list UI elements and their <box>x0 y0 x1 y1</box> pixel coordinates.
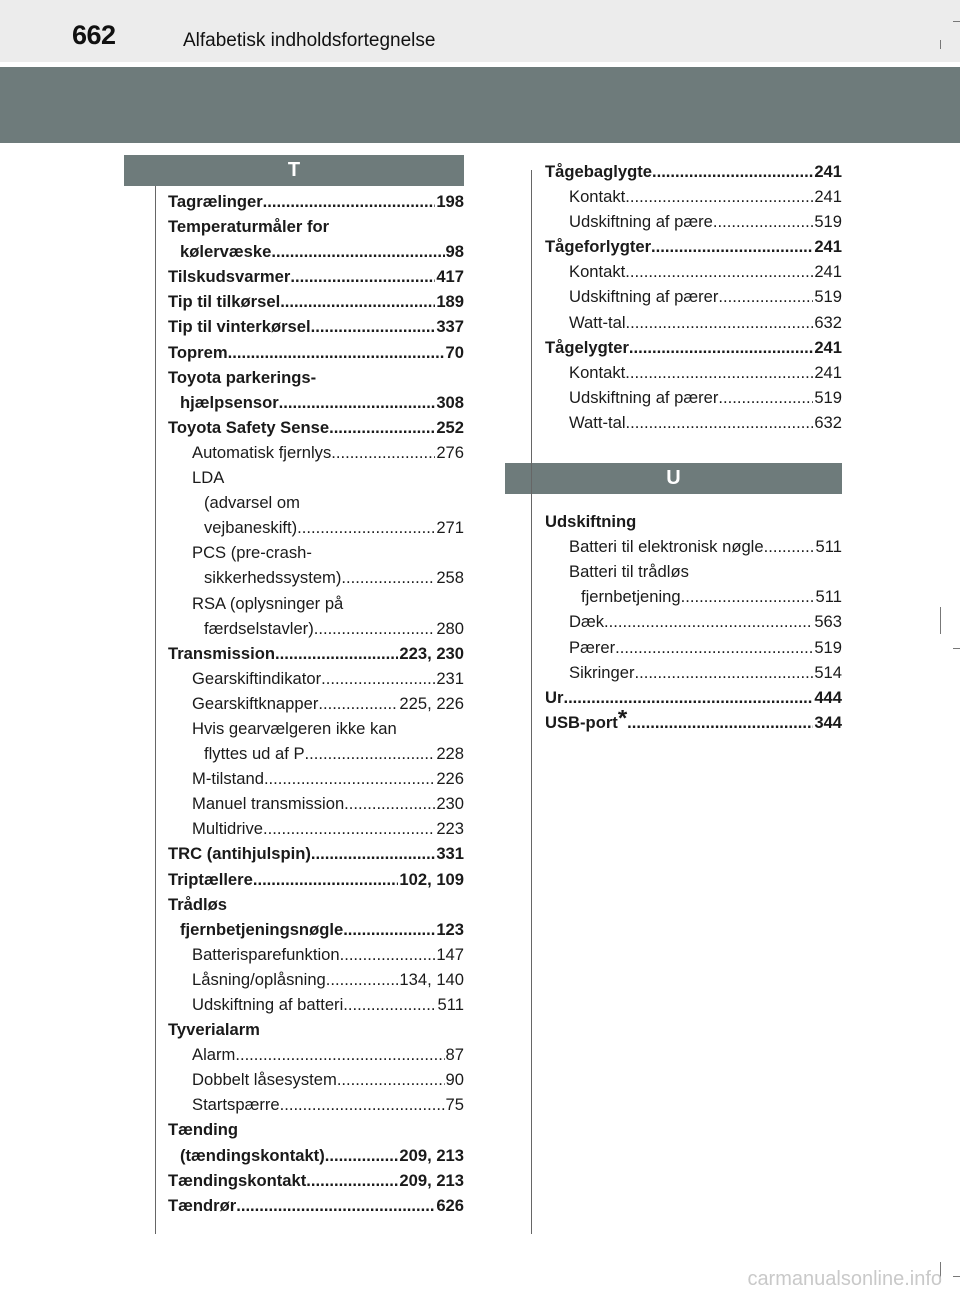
dot-leader <box>264 766 435 791</box>
index-entry <box>545 310 842 335</box>
page-reference: 223 <box>436 819 464 839</box>
page-reference: 123 <box>436 919 464 939</box>
page-reference: 87 <box>445 1045 464 1065</box>
index-entry <box>168 666 464 691</box>
page-reference: 632 <box>814 312 842 332</box>
entry-label: USB-port* <box>545 710 627 735</box>
index-entry <box>545 410 842 435</box>
index-entry <box>168 1067 464 1092</box>
dot-leader <box>626 410 814 435</box>
dot-leader <box>625 360 813 385</box>
section-header-u: U <box>505 463 842 494</box>
dot-leader <box>625 184 813 209</box>
entry-label: Pærer <box>569 637 616 657</box>
entry-label: Dobbelt låsesystem <box>192 1070 337 1090</box>
entry-label: Tændrør <box>168 1195 237 1215</box>
entry-label: Kontakt <box>569 262 626 282</box>
page-reference: 344 <box>814 712 842 732</box>
page-reference: 241 <box>814 237 842 257</box>
index-heading-line: Udskiftning <box>545 512 637 532</box>
dot-leader <box>344 791 435 816</box>
page-reference: 75 <box>445 1095 464 1115</box>
dot-leader <box>314 616 436 641</box>
dot-leader <box>228 340 445 365</box>
index-entry <box>168 415 464 440</box>
dot-leader <box>306 1168 398 1193</box>
entry-label: Tip til vinterkørsel <box>168 317 311 337</box>
entry-label: Watt-tal <box>569 412 626 432</box>
entry-label: færdselstavler) <box>204 618 314 638</box>
dot-leader <box>263 816 435 841</box>
page-reference: 308 <box>436 392 464 412</box>
entry-label: Batteri til elektronisk nøgle <box>569 537 764 557</box>
page-reference: 444 <box>814 687 842 707</box>
index-entry <box>168 867 464 892</box>
entry-label: sikkerhedssystem) <box>204 568 342 588</box>
index-heading-line: LDA <box>192 468 225 488</box>
entry-label: flyttes ud af P <box>204 744 305 764</box>
page-reference: 511 <box>437 995 464 1014</box>
index-entry <box>545 385 842 410</box>
entry-label: Udskiftning af pære <box>569 212 713 232</box>
dot-leader <box>263 189 436 214</box>
dot-leader <box>681 584 815 609</box>
entry-label: fjernbetjeningsnøgle <box>180 919 344 939</box>
page-reference: 230 <box>436 794 464 814</box>
dot-leader <box>626 310 814 335</box>
index-group-t-continued <box>545 159 842 435</box>
index-entry <box>168 1042 464 1067</box>
index-entry <box>168 1092 464 1117</box>
index-entry <box>168 1168 464 1193</box>
dot-leader <box>311 314 436 339</box>
index-entry <box>168 314 464 339</box>
entry-label: Tagrælinger <box>168 192 263 211</box>
dot-leader <box>343 917 435 942</box>
index-entry <box>168 641 464 666</box>
dot-leader <box>764 534 815 559</box>
index-entry <box>168 340 464 365</box>
watermark: carmanualsonline.info <box>747 1268 942 1290</box>
entry-label: Multidrive <box>192 819 264 839</box>
index-entry <box>168 967 464 992</box>
page-reference: 189 <box>436 292 464 312</box>
dot-leader <box>311 841 435 866</box>
index-entry <box>168 239 464 264</box>
entry-label: Udskiftning af pærer <box>569 287 719 307</box>
entry-label: hjælpsensor <box>180 392 279 412</box>
page-reference: 231 <box>436 668 464 688</box>
page-reference: 626 <box>436 1195 464 1215</box>
dot-leader <box>279 390 436 415</box>
index-entry <box>168 390 464 415</box>
entry-label: Tilskudsvarmer <box>168 267 291 287</box>
index-entry <box>545 584 842 609</box>
dot-leader <box>651 234 813 259</box>
dot-leader <box>343 992 436 1017</box>
index-entry <box>545 234 842 259</box>
dot-leader <box>563 685 813 710</box>
page-reference: 276 <box>436 442 464 462</box>
dot-leader <box>325 1143 399 1168</box>
header-strip <box>0 0 960 62</box>
index-entry <box>168 289 464 314</box>
page-reference: 209, 213 <box>399 1170 464 1190</box>
index-heading-line: Tyverialarm <box>168 1020 260 1040</box>
index-entry <box>168 942 464 967</box>
dot-leader <box>627 710 813 735</box>
page-reference: 519 <box>814 387 842 407</box>
dot-leader <box>275 641 398 666</box>
dot-leader <box>235 1042 444 1067</box>
entry-label: Sikringer <box>569 662 635 682</box>
index-entry <box>168 264 464 289</box>
index-entry <box>168 565 464 590</box>
page-reference: 519 <box>814 287 842 307</box>
index-entry <box>168 841 464 866</box>
entry-label: Ur <box>545 687 564 707</box>
index-entry <box>168 1143 464 1168</box>
entry-label: Alarm <box>192 1045 236 1065</box>
entry-label: fjernbetjening <box>581 587 681 607</box>
entry-label: Startspærre <box>192 1095 280 1115</box>
index-entry <box>168 766 464 791</box>
entry-label: Tændingskontakt <box>168 1170 307 1190</box>
index-entry <box>545 335 842 360</box>
dot-leader <box>340 942 436 967</box>
index-entry <box>545 284 842 309</box>
footnote-asterisk: * <box>617 709 628 732</box>
page-reference: 209, 213 <box>399 1145 464 1165</box>
crop-mark <box>953 648 960 649</box>
index-entry <box>168 917 464 942</box>
header-band <box>0 67 960 143</box>
entry-label: Transmission <box>168 643 275 663</box>
index-group-u <box>545 509 842 735</box>
index-entry <box>545 534 842 559</box>
entry-label: kølervæske <box>180 242 272 262</box>
section-header-t: T <box>124 155 464 186</box>
index-entry <box>168 691 464 716</box>
dot-leader <box>337 1067 445 1092</box>
index-heading-line: Hvis gearvælgeren ikke kan <box>192 718 397 738</box>
entry-label: TRC (antihjulspin) <box>168 844 311 864</box>
page-reference: 511 <box>815 537 842 557</box>
page-reference: 102, 109 <box>399 869 464 889</box>
dot-leader <box>331 440 435 465</box>
page-reference: 70 <box>445 342 464 362</box>
dot-leader <box>625 259 813 284</box>
page-reference: 241 <box>814 337 842 357</box>
dot-leader <box>713 209 813 234</box>
entry-label: Gearskiftknapper <box>192 693 319 713</box>
index-heading-line: PCS (pre-crash- <box>192 543 312 563</box>
page-reference: 514 <box>814 662 842 682</box>
right-column-rule <box>531 170 532 1234</box>
page-reference: 271 <box>436 518 464 538</box>
index-entry <box>168 515 464 540</box>
page-reference: 134, 140 <box>399 969 464 989</box>
page-reference: 241 <box>814 262 842 282</box>
entry-label: Manuel transmission <box>192 794 345 814</box>
entry-label: Tågebaglygte <box>545 162 652 181</box>
entry-label: Watt-tal <box>569 312 626 332</box>
page-title: Alfabetisk indholdsfortegnelse <box>183 30 436 51</box>
index-entry <box>168 1193 464 1218</box>
dot-leader <box>280 1092 445 1117</box>
index-heading-line: Batteri til trådløs <box>569 562 689 582</box>
index-entry <box>168 791 464 816</box>
page-reference: 519 <box>814 212 842 232</box>
page-reference: 241 <box>814 187 842 207</box>
page-reference: 198 <box>436 192 464 211</box>
entry-label: Tågeforlygter <box>545 237 652 257</box>
dot-leader <box>329 415 435 440</box>
page-reference: 223, 230 <box>399 643 464 663</box>
entry-label: Gearskiftindikator <box>192 668 322 688</box>
index-entry <box>545 159 842 184</box>
page-reference: 228 <box>436 744 464 764</box>
page-reference: 147 <box>436 944 464 964</box>
dot-leader <box>305 741 436 766</box>
index-entry <box>168 189 464 214</box>
dot-leader <box>341 565 435 590</box>
dot-leader <box>318 691 398 716</box>
index-entry <box>545 660 842 685</box>
index-entry <box>168 741 464 766</box>
entry-label: vejbaneskift) <box>204 518 298 538</box>
entry-label: Tip til tilkørsel <box>168 292 281 312</box>
page-reference: 225, 226 <box>399 693 464 713</box>
index-entry <box>545 685 842 710</box>
crop-mark <box>940 40 941 49</box>
dot-leader <box>652 159 813 184</box>
entry-label: Udskiftning af batteri <box>192 995 344 1014</box>
dot-leader <box>280 289 435 314</box>
entry-label: Triptællere <box>168 869 253 889</box>
page-reference: 280 <box>436 618 464 638</box>
index-heading-line: Trådløs <box>168 894 228 914</box>
index-entry <box>168 816 464 841</box>
entry-label: M-tilstand <box>192 769 264 789</box>
index-entry <box>545 184 842 209</box>
entry-label: Dæk <box>569 612 605 632</box>
page-reference: 226 <box>436 769 464 789</box>
page-reference: 417 <box>436 267 464 287</box>
dot-leader <box>236 1193 435 1218</box>
entry-label: Udskiftning af pærer <box>569 387 719 407</box>
index-column-left <box>168 189 464 1218</box>
index-entry <box>545 710 842 735</box>
dot-leader <box>297 515 435 540</box>
entry-label: Tågelygter <box>545 337 629 357</box>
index-entry <box>168 440 464 465</box>
crop-mark <box>940 607 941 634</box>
index-heading-line: Tænding <box>168 1120 239 1140</box>
dot-leader <box>321 666 435 691</box>
index-entry <box>545 360 842 385</box>
index-column-right <box>545 159 842 735</box>
dot-leader <box>253 867 399 892</box>
entry-label: Toyota Safety Sense <box>168 417 330 437</box>
index-entry <box>545 609 842 634</box>
index-entry <box>545 209 842 234</box>
dot-leader <box>290 264 435 289</box>
page-reference: 258 <box>436 568 464 588</box>
page-reference: 241 <box>814 362 842 382</box>
entry-label: Batterisparefunktion <box>192 944 340 964</box>
page-reference: 632 <box>814 412 842 432</box>
index-heading-line: RSA (oplysninger på <box>192 593 344 613</box>
entry-label: Automatisk fjernlys <box>192 442 332 462</box>
index-heading-line: (advarsel om <box>204 493 300 513</box>
crop-mark <box>953 1276 960 1277</box>
dot-leader <box>629 335 813 360</box>
dot-leader <box>271 239 444 264</box>
page-reference: 511 <box>815 587 842 607</box>
entry-label: Låsning/oplåsning <box>192 969 326 989</box>
page-reference: 331 <box>436 844 464 864</box>
page-reference: 90 <box>445 1070 464 1090</box>
index-heading-line: Temperaturmåler for <box>168 217 330 237</box>
crop-mark <box>953 21 960 22</box>
index-entry <box>545 259 842 284</box>
page-reference: 252 <box>436 417 464 437</box>
page-reference: 98 <box>445 242 464 262</box>
entry-label: (tændingskontakt) <box>180 1145 325 1165</box>
entry-label: Kontakt <box>569 362 626 382</box>
dot-leader <box>604 609 813 634</box>
dot-leader <box>634 660 813 685</box>
index-entry <box>168 992 464 1017</box>
page-number: 662 <box>72 20 116 50</box>
entry-label: Kontakt <box>569 187 626 207</box>
page-reference: 337 <box>436 317 464 337</box>
index-entry <box>545 635 842 660</box>
dot-leader <box>615 635 813 660</box>
index-heading-line: Toyota parkerings- <box>168 367 317 387</box>
dot-leader <box>718 385 813 410</box>
page-reference: 563 <box>814 612 842 632</box>
dot-leader <box>718 284 813 309</box>
page-reference: 241 <box>814 162 842 181</box>
index-entry <box>168 616 464 641</box>
left-column-rule <box>155 186 156 1234</box>
entry-label: Toprem <box>168 342 228 362</box>
page-reference: 519 <box>814 637 842 657</box>
dot-leader <box>326 967 399 992</box>
